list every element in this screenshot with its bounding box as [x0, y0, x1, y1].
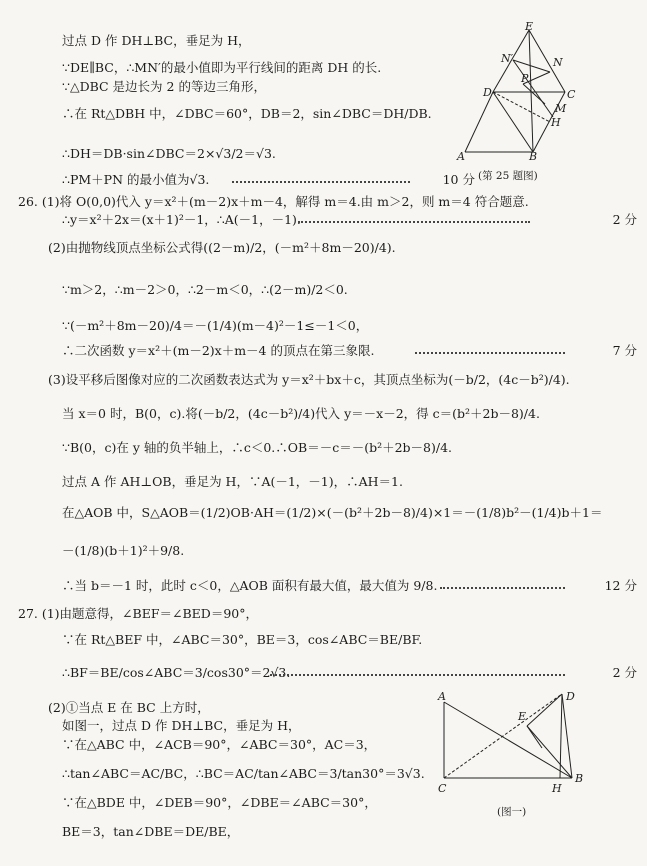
text-line: ∴PM＋PN 的最小值为√3. [62, 172, 210, 187]
text-line: 27. (1)由题意得，∠BEF＝∠BED＝90°， [18, 606, 258, 621]
text-line: 如图一，过点 D 作 DH⊥BC，垂足为 H， [62, 718, 301, 733]
score-leader [440, 587, 565, 589]
text-line: 过点 A 作 AH⊥OB，垂足为 H，∵A(－1，－1)，∴AH＝1. [62, 474, 403, 489]
text-line: ∵在△BDE 中，∠DEB＝90°，∠DBE＝∠ABC＝30°， [62, 795, 377, 810]
label-A: A [438, 690, 446, 703]
text-line: BE＝3，tan∠DBE＝DE/BE， [62, 824, 240, 839]
text-line: (3)设平移后图像对应的二次函数表达式为 y＝x²＋bx＋c，其顶点坐标为(－b/2，(4c－b²)/4). [48, 372, 570, 387]
text-line: (2)由抛物线顶点坐标公式得((2－m)/2，(－m²＋8m－20)/4). [48, 240, 396, 255]
label-D: D [566, 690, 575, 703]
label-N: N [553, 56, 563, 69]
text-line: ∵在 Rt△BEF 中，∠ABC＝30°，BE＝3，cos∠ABC＝BE/BF. [62, 632, 423, 647]
score-leader [270, 674, 565, 676]
label-D: D [483, 86, 492, 99]
text-line: ∴在 Rt△DBH 中，∠DBC＝60°，DB＝2，sin∠DBC＝DH/DB. [62, 106, 432, 121]
text-line: 过点 D 作 DH⊥BC，垂足为 H， [62, 33, 251, 48]
text-line: 当 x＝0 时，B(0，c).将(－b/2，(4c－b²)/4)代入 y＝－x－2，得 c＝(b²＋2b－8)/4. [62, 406, 540, 421]
text-line: ∴二次函数 y＝x²＋(m－2)x＋m－4 的顶点在第三象限. [62, 343, 375, 358]
figure-caption: (图一) [497, 806, 527, 818]
score-label: 2 分 [612, 665, 637, 680]
text-line: (2)①当点 E 在 BC 上方时， [48, 700, 210, 715]
text-line: ∴BF＝BE/cos∠ABC＝3/cos30°＝2√3. [62, 665, 291, 680]
text-line: ∵DE∥BC，∴MN′的最小值即为平行线间的距离 DH 的长. [62, 60, 382, 75]
label-C: C [567, 88, 576, 101]
text-line: 26. (1)将 O(0,0)代入 y＝x²＋(m－2)x＋m－4，解得 m＝4.由 m＞2，则 m＝4 符合题意. [18, 194, 529, 209]
label-E: E [518, 710, 527, 723]
label-C: C [438, 782, 447, 795]
label-B: B [575, 772, 584, 785]
score-leader [415, 352, 565, 354]
label-H: H [551, 116, 561, 129]
text-line: ∵m＞2，∴m－2＞0，∴2－m＜0，∴(2－m)/2＜0. [62, 282, 348, 297]
text-line: ∴DH＝DB·sin∠DBC＝2×√3/2＝√3. [62, 146, 276, 161]
text-line: ∵(－m²＋8m－20)/4＝－(1/4)(m－4)²－1≤－1＜0， [62, 318, 369, 333]
text-line: ∴y＝x²＋2x＝(x＋1)²－1，∴A(－1，－1). [62, 212, 301, 227]
text-line: ∴当 b＝－1 时，此时 c＜0，△AOB 面积有最大值，最大值为 9/8. [62, 578, 438, 593]
geometry-figure-q25 [455, 22, 595, 162]
label-M: M [555, 102, 567, 115]
score-label: 2 分 [612, 212, 637, 227]
label-A: A [457, 150, 465, 162]
text-line: 在△AOB 中，S△AOB＝(1/2)OB·AH＝(1/2)×(－(b²＋2b－8)/4)×1＝－(1/8)b²－(1/4)b＋1＝ [62, 505, 603, 520]
geometry-figure-one [432, 688, 592, 804]
text-line: ∵在△ABC 中，∠ACB＝90°，∠ABC＝30°，AC＝3， [62, 737, 377, 752]
score-leader [298, 221, 530, 223]
score-label: 10 分 [442, 172, 475, 187]
text-line: －(1/8)(b＋1)²＋9/8. [62, 543, 185, 558]
text-line: ∴tan∠ABC＝AC/BC，∴BC＝AC/tan∠ABC＝3/tan30°＝3√3. [62, 766, 425, 781]
label-B: B [529, 150, 538, 162]
score-label: 7 分 [612, 343, 637, 358]
label-H: H [552, 782, 562, 795]
label-N-prime: N′ [501, 52, 514, 65]
text-line: ∵△DBC 是边长为 2 的等边三角形， [62, 79, 266, 94]
label-P: P [521, 72, 529, 85]
text-line: ∵B(0，c)在 y 轴的负半轴上，∴c＜0.∴OB＝－c＝－(b²＋2b－8)/4. [62, 440, 453, 455]
figure-caption: (第 25 题图) [478, 170, 538, 182]
score-label: 12 分 [604, 578, 637, 593]
score-leader [232, 181, 410, 183]
label-E: E [525, 22, 534, 33]
